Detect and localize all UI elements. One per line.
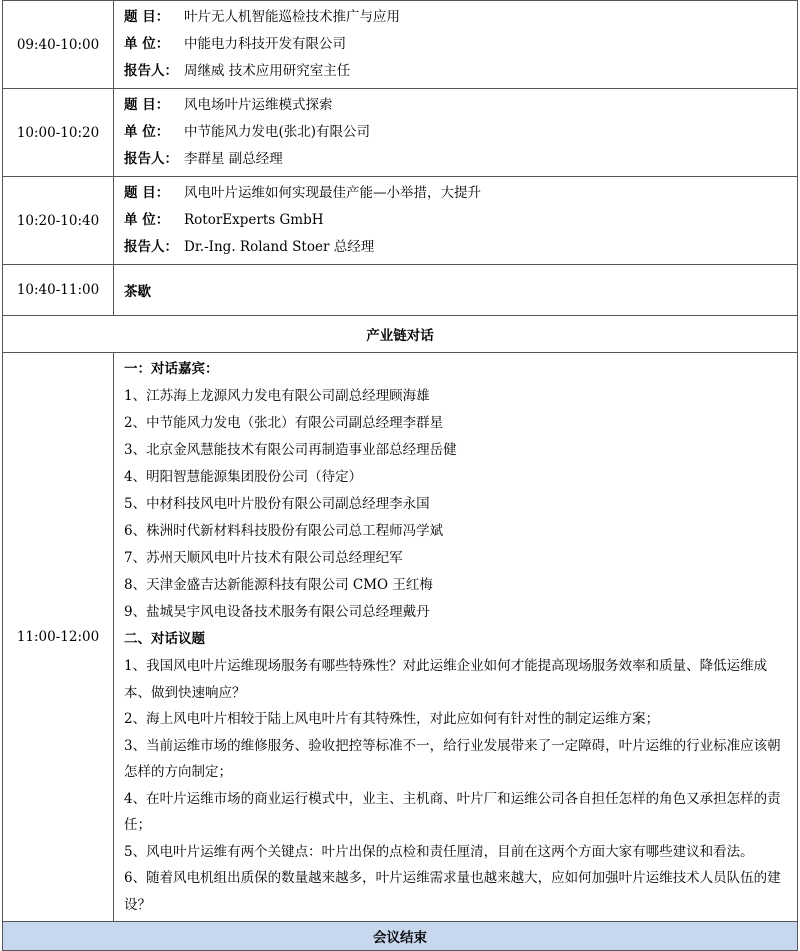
guest-item: 6、株洲时代新材料科技股份有限公司总工程师冯学斌 xyxy=(124,523,444,539)
guest-item: 2、中节能风力发电（张北）有限公司副总经理李群星 xyxy=(124,415,444,431)
session-row xyxy=(3,1,798,89)
speaker-value: 周继威 技术应用研究室主任 xyxy=(184,63,351,79)
topic-item: 5、风电叶片运维有两个关键点：叶片出保的点检和责任厘清，目前在这两个方面大家有哪些建议和看法。 xyxy=(124,843,754,860)
guest-item: 4、明阳智慧能源集团股份公司（待定） xyxy=(124,469,363,485)
dialogue-content xyxy=(114,353,798,922)
section-title: 产业链对话 xyxy=(3,316,798,353)
speaker-label: 报告人： xyxy=(124,239,178,255)
session-row xyxy=(3,177,798,265)
tea-break-row xyxy=(3,265,798,316)
tea-break-time: 10:40-11:00 xyxy=(3,265,114,316)
speaker-label: 报告人： xyxy=(124,151,178,167)
org-value: 中能电力科技开发有限公司 xyxy=(184,36,346,52)
topic-value: 叶片无人机智能巡检技术推广与应用 xyxy=(184,9,400,25)
topic-label: 题 目： xyxy=(124,185,170,201)
speaker-label: 报告人： xyxy=(124,63,178,79)
topic-label: 题 目： xyxy=(124,97,170,113)
speaker-value: 李群星 副总经理 xyxy=(184,151,283,167)
session-content xyxy=(114,89,798,177)
dialogue-row xyxy=(3,353,798,922)
topic-label: 题 目： xyxy=(124,9,170,25)
guest-item: 5、中材科技风电叶片股份有限公司副总经理李永国 xyxy=(124,496,430,512)
topic-item: 2、海上风电叶片相较于陆上风电叶片有其特殊性，对此应如何有针对性的制定运维方案； xyxy=(124,711,660,727)
session-content xyxy=(114,1,798,89)
session-content xyxy=(114,177,798,265)
end-row xyxy=(3,922,798,951)
session-time: 10:20-10:40 xyxy=(3,177,114,265)
end-label: 会议结束 xyxy=(3,922,798,951)
dialogue-time: 11:00-12:00 xyxy=(3,353,114,922)
section-header-row xyxy=(3,316,798,353)
guest-item: 3、北京金风慧能技术有限公司再制造事业部总经理岳健 xyxy=(124,442,457,458)
guest-item: 8、天津金盛吉达新能源科技有限公司 CMO 王红梅 xyxy=(124,577,433,593)
topic-item: 3、当前运维市场的维修服务、验收把控等标准不一，给行业发展带来了一定障碍，叶片运维的行业标准应该朝怎样的方向制定； xyxy=(124,737,781,780)
guest-item: 9、盐城昊宇风电设备技术服务有限公司总经理戴丹 xyxy=(124,604,430,620)
guest-item: 1、江苏海上龙源风力发电有限公司副总经理顾海雄 xyxy=(124,388,430,404)
topic-item: 6、随着风电机组出质保的数量越来越多，叶片运维需求量也越来越大，应如何加强叶片运维技术人员队伍的建设？ xyxy=(124,870,781,913)
guests-title: 一：对话嘉宾： xyxy=(124,361,219,377)
org-label: 单 位： xyxy=(124,212,170,228)
guest-item: 7、苏州天顺风电叶片技术有限公司总经理纪军 xyxy=(124,550,403,566)
org-value: RotorExperts GmbH xyxy=(184,212,324,228)
topics-title: 二、对话议题 xyxy=(124,631,205,647)
speaker-value: Dr.-Ing. Roland Stoer 总经理 xyxy=(184,239,375,255)
org-label: 单 位： xyxy=(124,36,170,52)
org-label: 单 位： xyxy=(124,124,170,140)
session-time: 10:00-10:20 xyxy=(3,89,114,177)
topic-item: 1、我国风电叶片运维现场服务有哪些特殊性？对此运维企业如何才能提高现场服务效率和质量、降低运维成本、做到快速响应？ xyxy=(124,658,768,701)
session-time: 09:40-10:00 xyxy=(3,1,114,89)
tea-break-label: 茶歇 xyxy=(114,265,798,316)
topic-value: 风电场叶片运维模式探索 xyxy=(184,97,333,113)
session-row xyxy=(3,89,798,177)
topic-value: 风电叶片运维如何实现最佳产能—小举措，大提升 xyxy=(184,185,481,201)
agenda-table xyxy=(2,0,798,951)
org-value: 中节能风力发电(张北)有限公司 xyxy=(184,124,371,140)
topic-item: 4、在叶片运维市场的商业运行模式中，业主、主机商、叶片厂和运维公司各自担任怎样的角色又承担怎样的责任； xyxy=(124,790,781,833)
